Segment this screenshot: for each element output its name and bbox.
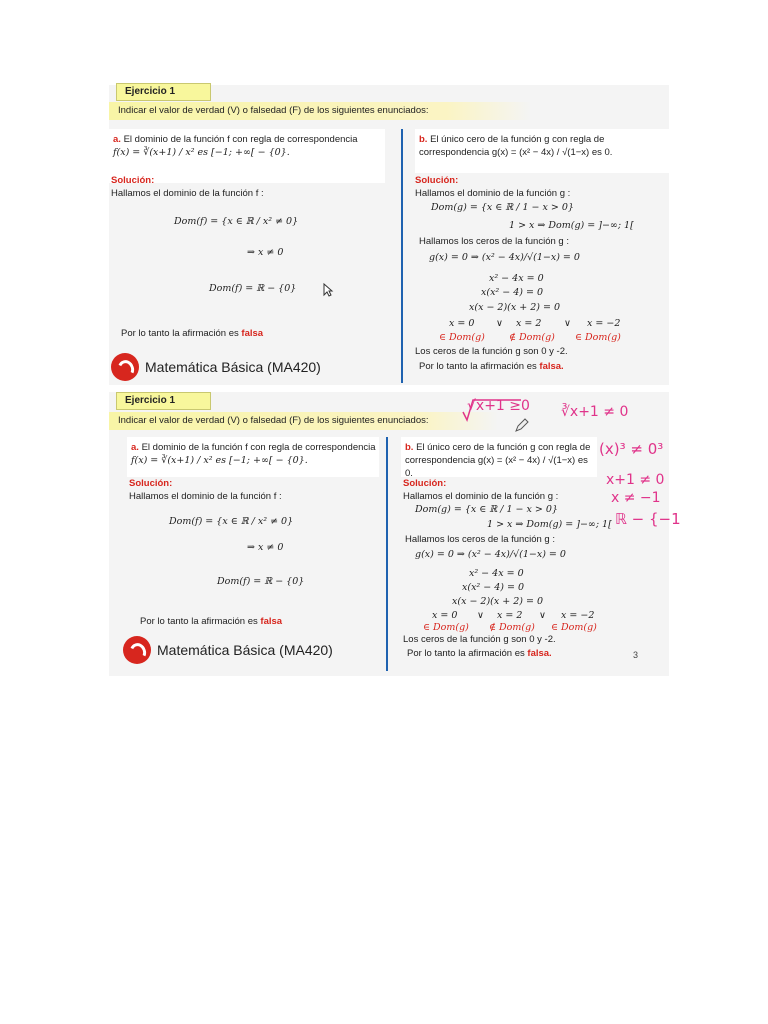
right-line-5: g(x) = 0 ⇒ (x² − 4x)/√(1−x) = 0 [429,252,580,263]
right-line-1-2: Hallamos el dominio de la función g : [403,491,559,502]
statement-b-box-2 [401,437,597,477]
handwritten-note-5: x ≠ −1 [611,490,661,506]
university-logo-icon-2 [123,636,151,664]
left-line-2-2: Dom(f) = {x ∈ ℝ / x² ≠ 0} [169,516,294,527]
root-1-membership-2: ∈ Dom(g) [423,622,469,633]
item-a-label-2: a. [131,442,139,453]
mouse-cursor-icon [323,283,333,297]
item-b-text-1: El único cero de la función g con regla de [430,134,605,145]
item-a-label: a. [113,134,121,145]
statement-a-box-2 [127,437,379,477]
right-line-11: Los ceros de la función g son 0 y -2. [415,346,568,357]
exercise-statement: Indicar el valor de verdad (V) o falsedad (F) de los siguientes enunciados: [109,102,531,120]
right-line-3: 1 > x ⇒ Dom(g) = ]−∞; 1[ [509,220,634,231]
right-line-6: x² − 4x = 0 [489,273,544,284]
root-1: x = 0 [449,318,475,329]
item-b-label-2: b. [405,442,414,453]
page-number: 3 [633,650,639,660]
column-divider-2 [386,437,388,671]
root-2-membership: ∉ Dom(g) [509,332,555,343]
item-b-text-2-2: correspondencia g(x) = (x² − 4x) / √(1−x) es 0. [405,455,588,479]
right-conclusion-2 [407,648,552,659]
root-3: x = −2 [587,318,621,329]
right-line-2: Dom(g) = {x ∈ ℝ / 1 − x > 0} [431,202,574,213]
item-b-text-1-2: El único cero de la función g con regla de [416,442,591,453]
handwritten-note-6: ℝ − {−1 [615,510,681,528]
item-b-label: b. [419,134,428,145]
pen-cursor-icon [513,418,529,434]
left-conclusion-verdict: falsa [241,328,264,339]
right-conclusion-verdict-2: falsa. [527,648,552,659]
right-line-7-2: x(x² − 4) = 0 [462,582,525,593]
solution-label-left: Solución: [111,175,155,186]
exercise-title: Ejercicio 1 [116,83,211,101]
university-logo-icon [111,353,139,381]
right-line-2-2: Dom(g) = {x ∈ ℝ / 1 − x > 0} [415,504,558,515]
left-conclusion-verdict-2: falsa [260,616,283,627]
root-2: x = 2 [516,318,542,329]
exercise-statement-2: Indicar el valor de verdad (V) o falsedad (F) de los siguientes enunciados: [109,412,498,430]
handwritten-note-1: √x+1 ≥0 [467,398,530,414]
or-1-2: ∨ [477,610,484,621]
right-line-4: Hallamos los ceros de la función g : [419,236,569,247]
solution-label-left-2: Solución: [129,478,173,489]
left-line-2: Dom(f) = {x ∈ ℝ / x² ≠ 0} [174,216,299,227]
course-branding-2 [123,636,333,664]
solution-label-right: Solución: [415,175,459,186]
left-conclusion-text-2: Por lo tanto la afirmación es [140,616,261,627]
item-b-text-2: correspondencia g(x) = (x² − 4x) / √(1−x) es 0. [419,147,613,158]
item-a-text-2: f(x) = ∛(x+1) / x² es [−1; +∞[ − {0}. [113,147,290,158]
course-name: Matemática Básica (MA420) [145,359,321,375]
handwritten-note-3: (x)³ ≠ 0³ [599,440,664,458]
right-conclusion-verdict: falsa. [539,361,564,372]
course-name-2: Matemática Básica (MA420) [157,642,333,658]
left-line-4: Dom(f) = ℝ − {0} [209,283,297,294]
left-line-1: Hallamos el dominio de la función f : [111,188,264,199]
course-branding [111,353,321,381]
left-line-4-2: Dom(f) = ℝ − {0} [217,576,305,587]
left-conclusion-text: Por lo tanto la afirmación es [121,328,242,339]
statement-b-box [415,129,669,173]
left-conclusion [121,328,263,339]
right-line-3-2: 1 > x ⇒ Dom(g) = ]−∞; 1[ [487,519,612,530]
right-line-4-2: Hallamos los ceros de la función g : [405,534,555,545]
right-conclusion-text-2: Por lo tanto la afirmación es [407,648,528,659]
or-2-2: ∨ [539,610,546,621]
column-divider [401,129,403,383]
handwritten-note-2: ∛x+1 ≠ 0 [561,404,629,420]
left-line-1-2: Hallamos el dominio de la función f : [129,491,282,502]
solution-label-right-2: Solución: [403,478,447,489]
right-conclusion-text: Por lo tanto la afirmación es [419,361,540,372]
slide-1 [109,85,669,385]
handwritten-note-4: x+1 ≠ 0 [606,472,665,488]
right-line-6-2: x² − 4x = 0 [469,568,524,579]
root-1-2: x = 0 [432,610,458,621]
root-2-membership-2: ∉ Dom(g) [489,622,535,633]
item-a-text-1-2: El dominio de la función f con regla de correspondencia [141,442,376,453]
right-line-11-2: Los ceros de la función g son 0 y -2. [403,634,556,645]
right-line-5-2: g(x) = 0 ⇒ (x² − 4x)/√(1−x) = 0 [415,549,566,560]
or-2: ∨ [564,318,571,329]
exercise-title-2: Ejercicio 1 [116,392,211,410]
or-1: ∨ [496,318,503,329]
right-line-8-2: x(x − 2)(x + 2) = 0 [452,596,544,607]
root-3-2: x = −2 [561,610,595,621]
left-line-3: ⇒ x ≠ 0 [247,247,284,258]
root-3-membership-2: ∈ Dom(g) [551,622,597,633]
slide-2 [109,392,681,676]
root-2-2: x = 2 [497,610,523,621]
right-line-8: x(x − 2)(x + 2) = 0 [469,302,561,313]
left-line-3-2: ⇒ x ≠ 0 [247,542,284,553]
root-3-membership: ∈ Dom(g) [575,332,621,343]
right-conclusion [419,361,564,372]
item-a-text-1: El dominio de la función f con regla de correspondencia [123,134,358,145]
item-a-text-2-2: f(x) = ∛(x+1) / x² es [−1; +∞[ − {0}. [131,455,308,466]
right-line-7: x(x² − 4) = 0 [481,287,544,298]
root-1-membership: ∈ Dom(g) [439,332,485,343]
right-line-1: Hallamos el dominio de la función g : [415,188,571,199]
left-conclusion-2 [140,616,282,627]
